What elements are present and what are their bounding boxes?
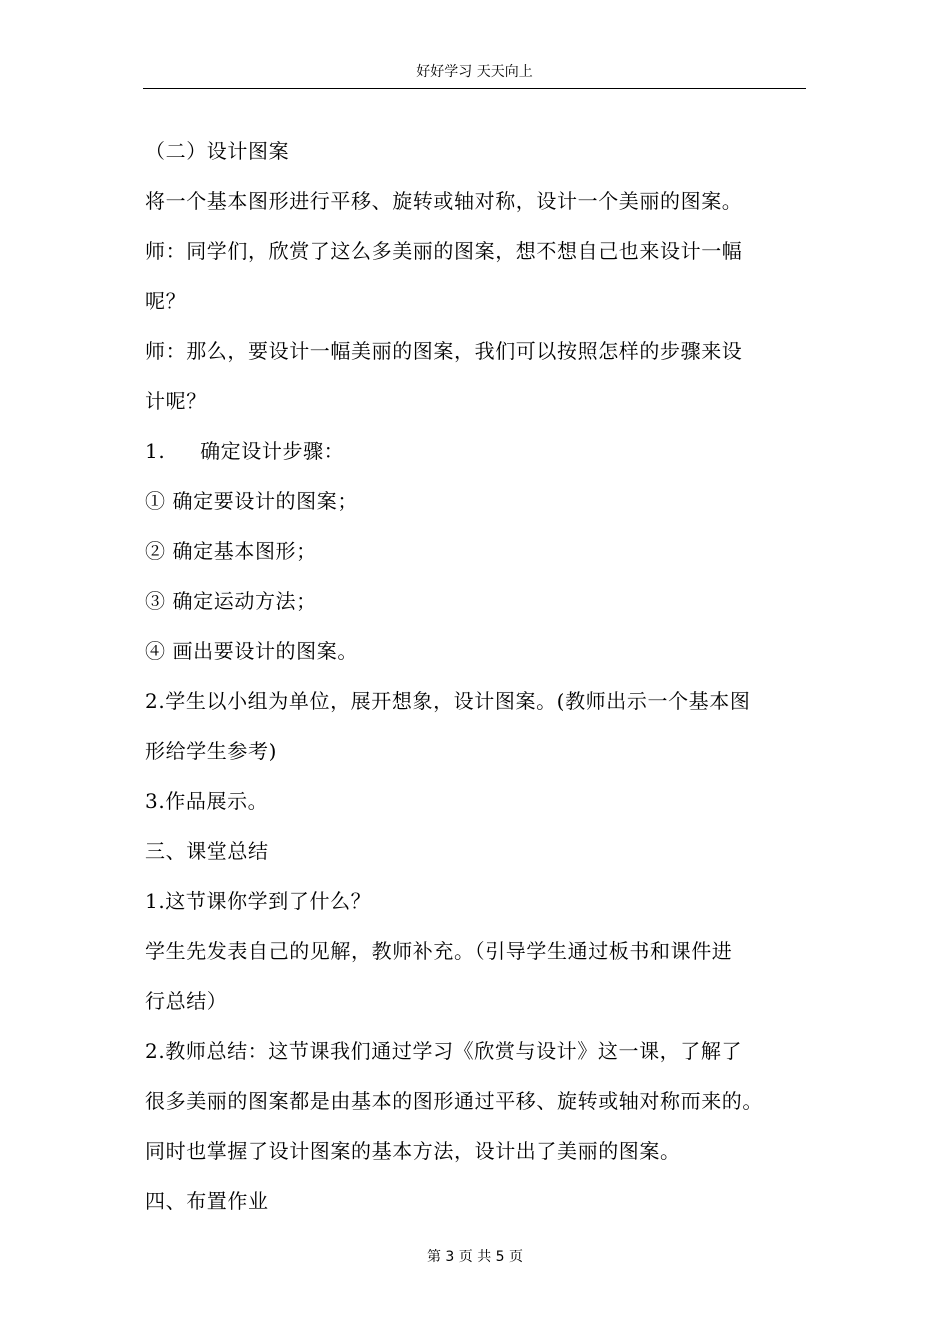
document-body [145,126,825,1226]
paragraph-line: 呢？ [145,289,187,313]
paragraph-line: 将一个基本图形进行平移、旋转或轴对称，设计一个美丽的图案。 [145,189,743,213]
paragraph-line: 行总结） [145,989,228,1013]
paragraph-line: 学生先发表自己的见解，教师补充。（引导学生通过板书和课件进 [145,939,733,963]
header-divider [143,88,806,89]
page-header: 好好学习 天天向上 [416,64,533,80]
paragraph-line: 很多美丽的图案都是由基本的图形通过平移、旋转或轴对称而来的。 [145,1089,763,1113]
paragraph-line: 计呢？ [145,389,207,413]
list-item-heading: 1. 确定设计步骤： [145,439,345,463]
paragraph-line: 2.学生以小组为单位，展开想象，设计图案。(教师出示一个基本图 [145,689,751,713]
paragraph-line: 1.这节课你学到了什么？ [145,889,372,913]
paragraph-line: 师：同学们，欣赏了这么多美丽的图案，想不想自己也来设计一幅 [145,239,743,263]
paragraph-line: 形给学生参考) [145,739,278,763]
list-item: ④ 画出要设计的图案。 [145,639,358,663]
page-number-footer: 第 3 页 共 5 页 [426,1249,524,1265]
section-heading-design-pattern: （二）设计图案 [145,139,290,163]
list-item: ③ 确定运动方法； [145,589,317,613]
list-item: ② 确定基本图形； [145,539,317,563]
section-heading-homework: 四、布置作业 [145,1189,269,1213]
paragraph-line: 2.教师总结：这节课我们通过学习《欣赏与设计》这一课，了解了 [145,1039,743,1063]
paragraph-line: 3.作品展示。 [145,789,269,813]
list-item: ① 确定要设计的图案； [145,489,358,513]
section-heading-summary: 三、课堂总结 [145,839,269,863]
paragraph-line: 同时也掌握了设计图案的基本方法，设计出了美丽的图案。 [145,1139,681,1163]
paragraph-line: 师：那么，要设计一幅美丽的图案，我们可以按照怎样的步骤来设 [145,339,743,363]
